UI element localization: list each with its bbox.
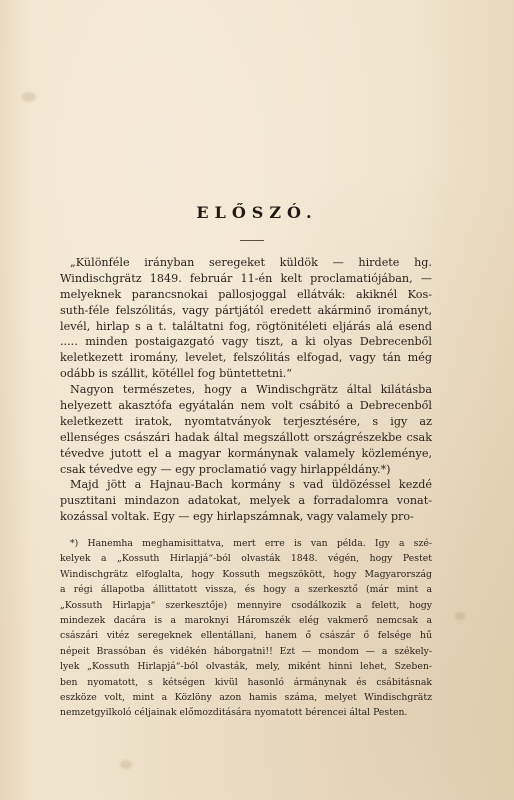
text-line: pusztitani mindazon adatokat, melyek a forradalomra vonat-	[60, 494, 432, 508]
footnote-line: ben nyomatott, s kétségen kivül hasonló ármánynak és csábitásnak	[60, 676, 432, 688]
footnote-line: császári vitéz seregeknek ellentállani, hanem ő császár ő felsége hű	[60, 630, 432, 642]
footnote-line: népeit Brassóban és vidékén háborgatni!! Ezt — mondom — a székely-	[60, 645, 432, 657]
paper-stain	[120, 760, 132, 769]
footnote-line: eszköze volt, mint a Közlöny azon hamis száma, melyet Windischgrätz	[60, 691, 432, 703]
footnote-line: a régi állapotba állittatott vissza, és hogy a szerkesztő (már mint a	[60, 584, 432, 596]
text-line: Windischgrätz 1849. február 11-én kelt proclamatiójában, —	[60, 271, 432, 285]
footnote-line: kelyek a „Kossuth Hirlapjá“-ból olvasták 1848. végén, hogy Pestet	[60, 553, 432, 565]
paper-stain	[22, 92, 36, 102]
footnote	[60, 536, 432, 721]
text-line: keletkezett iratok, nyomtatványok terjesztésére, s igy az	[60, 414, 432, 428]
text-line: csak tévedve egy — egy proclamatió vagy hirlappéldány.*)	[60, 462, 391, 476]
text-line: ellenséges császári hadak által megszállott országrészekbe csak	[60, 430, 432, 444]
main-text	[60, 255, 432, 525]
text-line: keletkezett iromány, levelet, felszólitás elfogad, vagy tán még	[60, 351, 432, 365]
text-line: helyezett akasztófa egyátalán nem volt csábitó a Debrecenből	[60, 399, 432, 413]
footnote-line: mindezek dacára is a maroknyi Háromszék elég vakmerő nemcsak a	[60, 614, 432, 626]
title-divider	[240, 240, 264, 241]
text-line: odább is szállit, kötéllel fog büntettetni.“	[60, 367, 292, 381]
footnote-line: nemzetgyilkoló céljainak előmozditására nyomatott bérencei által Pesten.	[60, 707, 408, 719]
footnote-divider	[60, 530, 432, 531]
text-line: suth-féle felszólitás, vagy pártjától eredett akárminő irományt,	[60, 303, 432, 317]
text-line: Majd jött a Hajnau-Bach kormány s vad üldözéssel kezdé	[70, 478, 432, 492]
text-line: „Különféle irányban seregeket küldök — hirdete hg.	[70, 256, 432, 269]
footnote-line: „Kossuth Hirlapja“ szerkesztője) mennyire csodálkozik a felett, hogy	[60, 599, 432, 611]
text-line: Nagyon természetes, hogy a Windischgrätz által kilátásba	[70, 383, 432, 397]
footnote-line: *) Hanemha meghamisittatva, mert erre is van példa. Igy a szé-	[70, 538, 432, 549]
chapter-title: ELŐSZÓ.	[196, 203, 318, 222]
text-line: ..... minden postaigazgató vagy tiszt, a ki olyas Debrecenből	[60, 335, 432, 349]
footnote-line: lyek „Kossuth Hirlapjá“-ból olvasták, mely, miként hinni lehet, Szeben-	[60, 661, 432, 673]
text-line: kozással voltak. Egy — egy hirlapszámnak, vagy valamely pro-	[60, 510, 414, 524]
text-line: melyeknek parancsnokai pallosjoggal ellátvák: akiknél Kos-	[60, 287, 432, 301]
text-line: levél, hirlap s a t. találtatni fog, rögtönitéleti eljárás alá esend	[60, 319, 432, 333]
footnote-line: Windischgrätz elfoglalta, hogy Kossuth megszökött, hogy Magyarország	[60, 568, 432, 580]
paper-stain	[455, 612, 465, 620]
text-line: tévedve jutott el a magyar kormánynak valamely közleménye,	[60, 446, 432, 460]
